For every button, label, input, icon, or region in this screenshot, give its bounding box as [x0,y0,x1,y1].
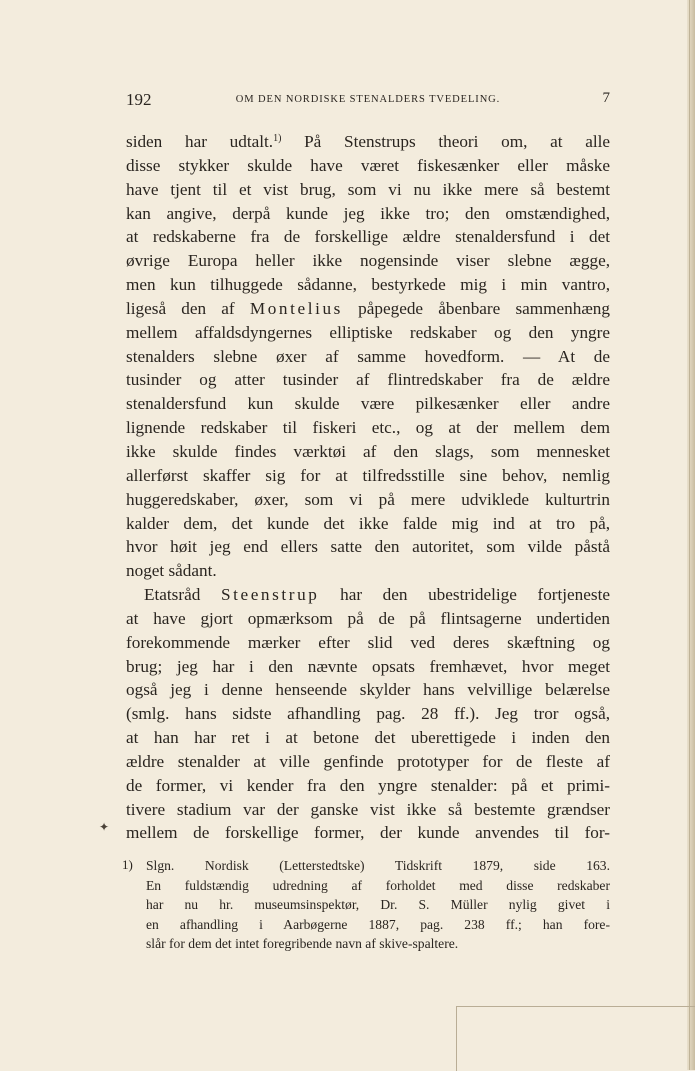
body-line: have tjent til et vist brug, som vi nu ikke mere så bestemt [126,179,610,199]
page-edge [687,0,695,1070]
body-line [126,583,610,607]
body-line: at han har ret i at betone det uberettigede i inden den [126,728,610,748]
body-line [126,297,610,321]
footnote-marker: 1) [122,857,133,872]
body-line: kan angive, derpå kunde jeg ikke tro; den omstændighed, [126,203,610,223]
body-line: tivere stadium var der ganske vist ikke så bestemte grændser [126,799,610,819]
body-line: noget sådant. [126,561,217,581]
body-line-text: ligeså den af [126,298,235,318]
body-line: stenaldersfund kun skulde være pilkesænker eller andre [126,394,610,414]
body-line: (smlg. hans sidste afhandling pag. 28 ff.). Jeg tror også, [126,704,610,724]
body-line: forekommende mærker efter slid ved deres skæftning og [126,632,610,652]
body-line: tusinder og atter tusinder af flintredskaber fra de ældre [126,370,610,390]
footnote-line: har nu hr. museumsinspektør, Dr. S. Müller nylig givet i [146,897,610,913]
running-title: OM DEN NORDISKE STENALDERS TVEDELING. [235,94,501,105]
footnote-line: en afhandling i Aarbøgerne 1887, pag. 238 ff.; han fore- [146,916,610,932]
body-line: disse stykker skulde have været fiskesænker eller måske [126,155,610,175]
body-line: mellem de forskellige former, der kunde anvendes til for- [126,823,610,843]
spaced-name-steenstrup: Steenstrup [220,585,320,605]
body-line-text: siden har udtalt. [126,132,274,151]
body-line: men kun tilhuggede sådanne, bestyrkede mig i min vantro, [126,275,610,295]
body-line-text: har den ubestridelige fortjeneste [340,585,610,605]
body-line: mellem affaldsdyngernes elliptiske redskaber og den yngre [126,322,610,342]
body-line: allerførst skaffer sig for at tilfredsstille sine behov, nemlig [126,465,610,485]
footnote-line: slår for dem det intet foregribende navn af skive-spaltere. [146,936,459,952]
body-line: ikke skulde findes værktøi af den slags, som mennesket [126,441,610,461]
body-line [126,130,610,154]
footnote [122,856,610,954]
page-number: 192 [126,90,152,109]
body-line-text: På Stenstrups theori om, at alle [304,132,610,151]
scan-frame-corner [456,1006,695,1071]
spaced-name-montelius: Montelius [249,298,343,318]
body-text [126,130,610,845]
body-line: stenalders slebne øxer af samme hovedform. — At de [126,346,610,366]
body-line: øvrige Europa heller ikke nogensinde viser slebne ægge, [126,251,610,271]
sheet-number: 7 [602,90,610,106]
body-line: hvor høit jeg end ellers satte den autoritet, som vilde påstå [126,537,610,557]
footnote-reference: 1) [273,133,282,144]
footnote-line: En fuldstændig udredning af forholdet med disse redskaber [146,877,610,893]
body-line: huggeredskaber, øxer, som vi på mere udviklede kulturtrin [126,489,610,509]
margin-mark: ✦ [99,820,110,834]
body-line: kalder dem, det kunde det ikke falde mig ind at tro på, [126,513,610,533]
body-line-text: Etatsråd [144,585,201,605]
body-line: også jeg i denne henseende skylder hans velvillige belærelse [126,680,610,700]
body-line: lignende redskaber til fiskeri etc., og at der mellem dem [126,418,610,438]
body-line-text: påpegede åbenbare sammenhæng [358,298,610,318]
body-line: brug; jeg har i den nævnte opsats fremhævet, hvor meget [126,656,610,676]
running-header [126,90,610,112]
body-line: de former, vi kender fra den yngre stenalder: på et primi- [126,775,610,795]
body-line: ældre stenalder at ville genfinde prototyper for de fleste af [126,751,610,771]
body-line: at have gjort opmærksom på de på flintsagerne undertiden [126,608,610,628]
body-line: at redskaberne fra de forskellige ældre stenaldersfund i det [126,227,610,247]
footnote-line: Slgn. Nordisk (Letterstedtske) Tidskrift 1879, side 163. [146,858,610,873]
